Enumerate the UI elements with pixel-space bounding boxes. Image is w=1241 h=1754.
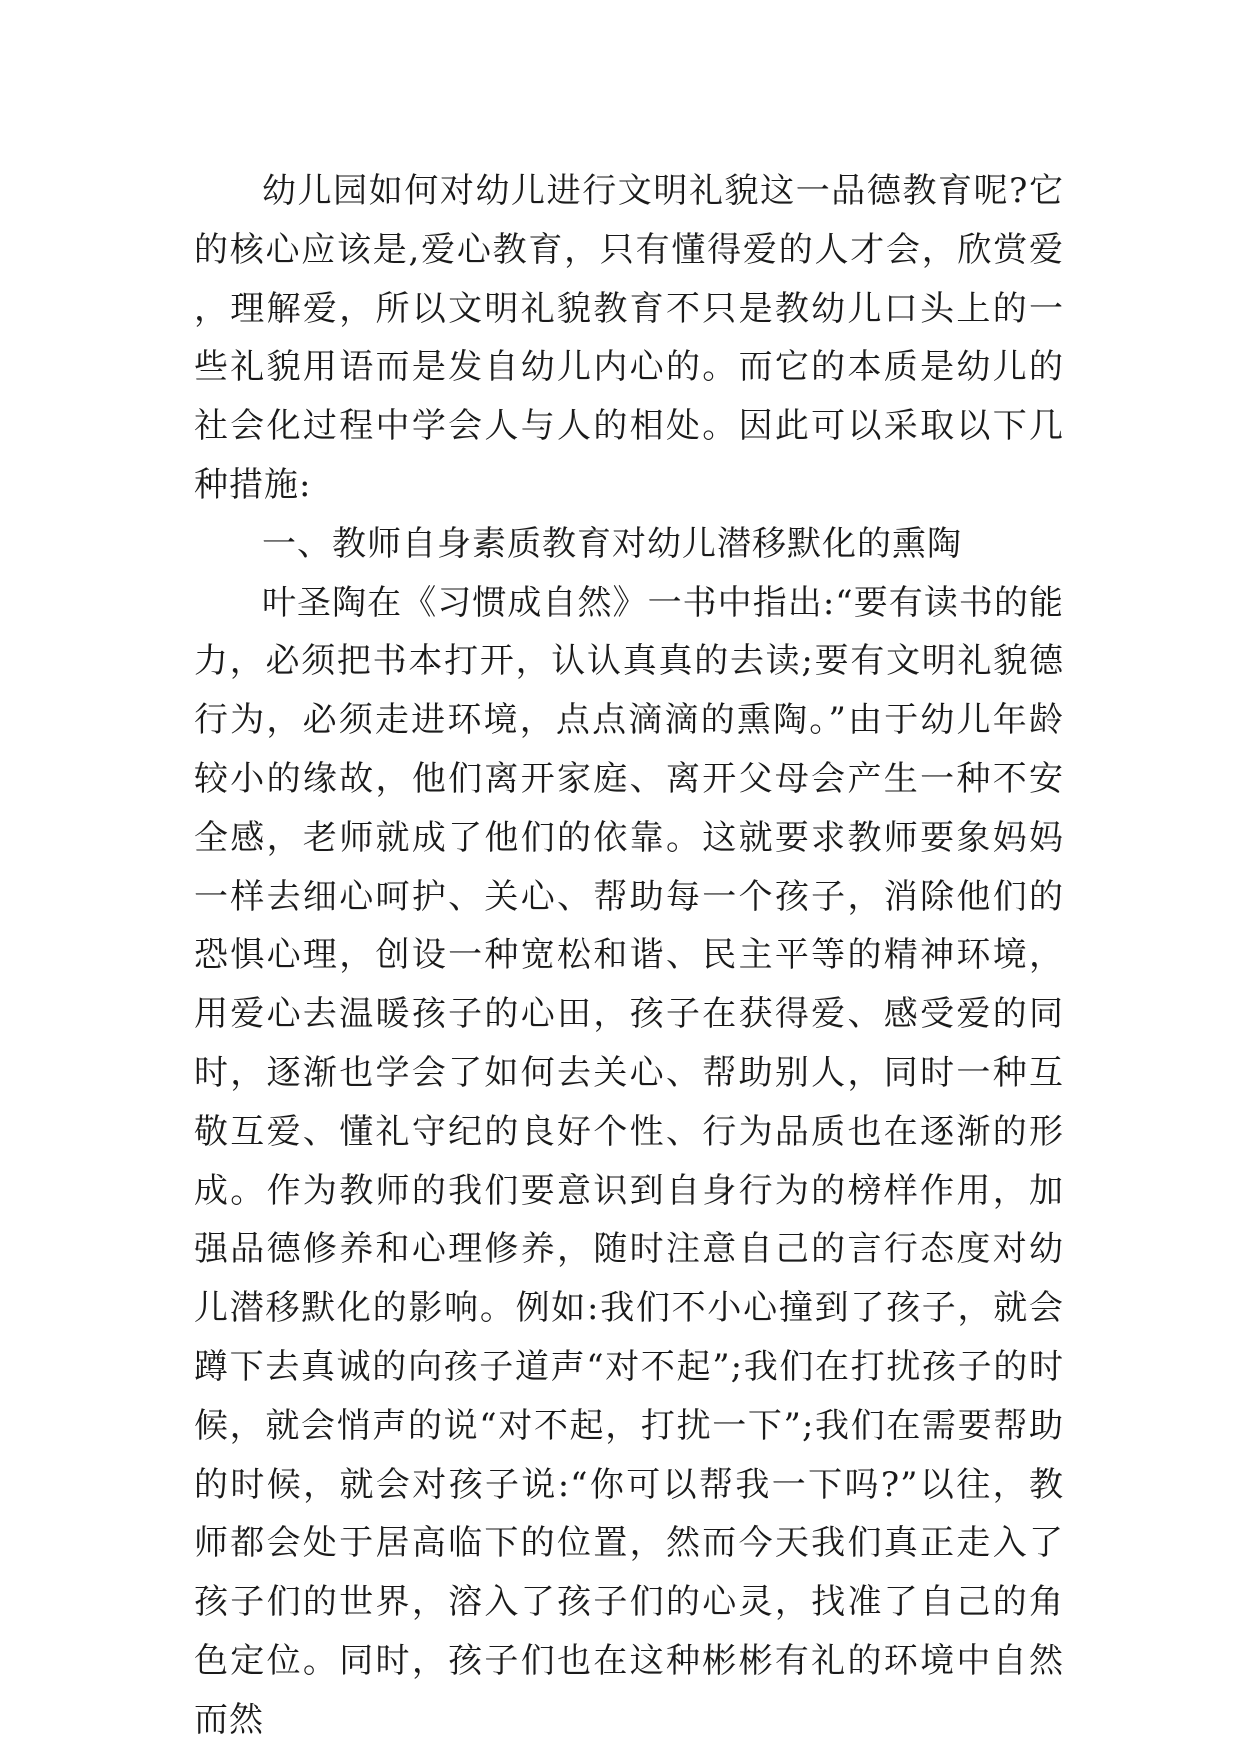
document-body xyxy=(194,162,1064,1750)
paragraph-intro: 幼儿园如何对幼儿进行文明礼貌这一品德教育呢?它的核心应该是,爱心教育，只有懂得爱的人才会，欣赏爱，理解爱，所以文明礼貌教育不只是教幼儿口头上的一些礼貌用语而是发自幼儿内心的。而它的本质是幼儿的社会化过程中学会人与人的相处。因此可以采取以下几种措施: xyxy=(194,171,1064,505)
section-heading: 一、教师自身素质教育对幼儿潜移默化的熏陶 xyxy=(262,523,962,564)
paragraph-body: 叶圣陶在《习惯成自然》一书中指出:“要有读书的能力，必须把书本打开，认认真真的去读;要有文明礼貌德行为，必须走进环境，点点滴滴的熏陶。”由于幼儿年龄较小的缘故，他们离开家庭、离开父母会产生一种不安全感，老师就成了他们的依靠。这就要求教师要象妈妈一样去细心呵护、关心、帮助每一个孩子，消除他们的恐惧心理，创设一种宽松和谐、民主平等的精神环境，用爱心去温暖孩子的心田，孩子在获得爱、感受爱的同时，逐渐也学会了如何去关心、帮助别人，同时一种互敬互爱、懂礼守纪的良好个性、行为品质也在逐渐的形成。作为教师的我们要意识到自身行为的榜样作用，加强品德修养和心理修养，随时注意自己的言行态度对幼儿潜移默化的影响。例如:我们不小心撞到了孩子，就会蹲下去真诚的向孩子道声“对不起”;我们在打扰孩子的时候，就会悄声的说“对不起，打扰一下”;我们在需要帮助的时候，就会对孩子说:“你可以帮我一下吗?”以往，教师都会处于居高临下的位置，然而今天我们真正走入了孩子们的世界，溶入了孩子们的心灵，找准了自己的角色定位。同时，孩子们也在这种彬彬有礼的环境中自然而然 xyxy=(194,582,1064,1740)
